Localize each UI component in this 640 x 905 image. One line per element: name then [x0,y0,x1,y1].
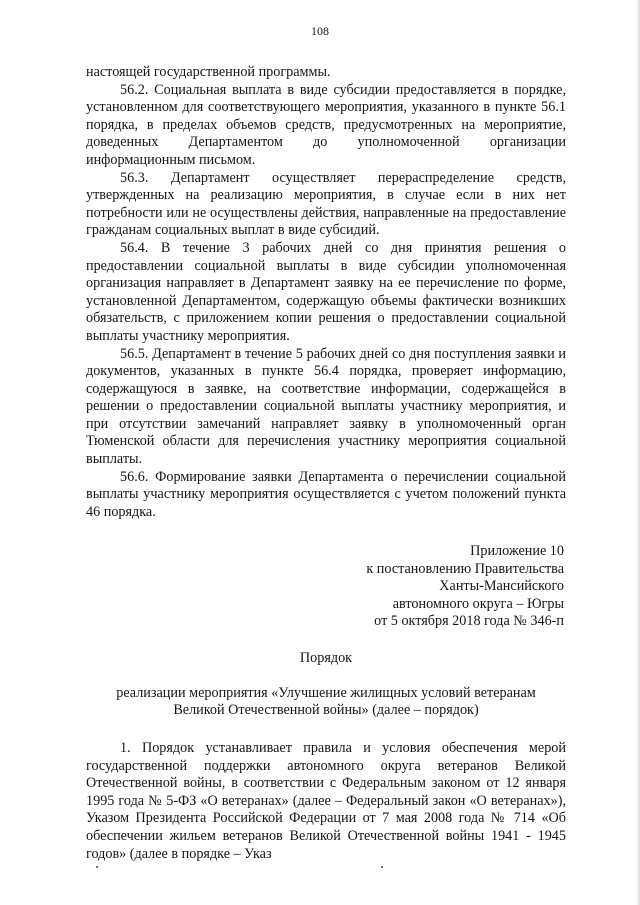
appendix-block [366,543,564,631]
heading-line-2: реализации мероприятия «Улучшение жилищных условий ветеранам [116,684,536,701]
paragraph-56-5: 56.5. Департамент в течение 5 рабочих дней со дня поступления заявки и документов, указанных в пункте 56.4 порядка, проверяет информацию, содержащуюся в заявке, на соответствие информации, содержащейся в решении о предоставлении социальной выплаты участнику мероприятия, и при отсутствии замечаний направляет заявку в уполномоченный орган Тюменской области для перечисления участнику мероприятия социальной выплаты. [86,345,566,468]
section-heading [86,650,566,720]
heading-title: Порядок [299,650,353,666]
page-number: 108 [311,24,329,38]
paragraph-1: 1. Порядок устанавливает правила и условия обеспечения мерой государственной поддержки автономного округа ветеранов Великой Отечественной войны, в соответствии с Федеральным законом от 12 января 1995 года № 5-ФЗ «О ветеранах» (далее – Федеральный закон «О ветеранах»), Указом Президента Российской Федерации от 7 мая 2008 года № 714 «Об обеспечении жильем ветеранов Великой Отечественной войны 1941 - 1945 годов» (далее в порядке – Указ [86,740,566,862]
paragraph-56-4: 56.4. В течение 3 рабочих дней со дня принятия решения о предоставлении социальной выплаты в виде субсидии уполномоченная организация направляет в Департамент заявку на ее перечисление по форме, установленной Департаментом, содержащую объемы фактически возникших обязательств, с приложением копии решения о предоставлении социальной выплаты участнику мероприятия. [86,239,566,344]
body-text-bottom [86,740,566,863]
appendix-line-5: от 5 октября 2018 года № 346-п [374,613,564,630]
appendix-line-2: к постановлению Правительства [366,560,564,577]
appendix-title: Приложение 10 [470,543,564,559]
scan-mark [381,866,383,868]
paragraph-56-3: 56.3. Департамент осуществляет перераспределение средств, утвержденных на реализацию мероприятия, в случае если в них нет потребности или не осуществлены действия, направленные на предоставление гражданам социальных выплат в виде субсидий. [86,169,566,239]
body-text-top [86,64,566,521]
heading-line-3: Великой Отечественной войны» (далее – порядок) [173,702,479,719]
scan-mark [96,866,98,868]
paragraph-56-2: 56.2. Социальная выплата в виде субсидии предоставляется в порядке, установленном для соответствующего мероприятия, указанного в пункте 56.1 порядка, в пределах объемов средств, предусмотренных на мероприятие, доведенных Департаментом до уполномоченной организации информационным письмом. [86,81,566,168]
paragraph-56-6: 56.6. Формирование заявки Департамента о перечислении социальной выплаты участнику мероприятия осуществляется с учетом положений пункта 46 порядка. [86,468,566,520]
appendix-line-4: автономного округа – Югры [392,595,564,612]
paragraph-continuation: настоящей государственной программы. [86,64,331,80]
appendix-line-3: Ханты-Мансийского [439,578,564,595]
